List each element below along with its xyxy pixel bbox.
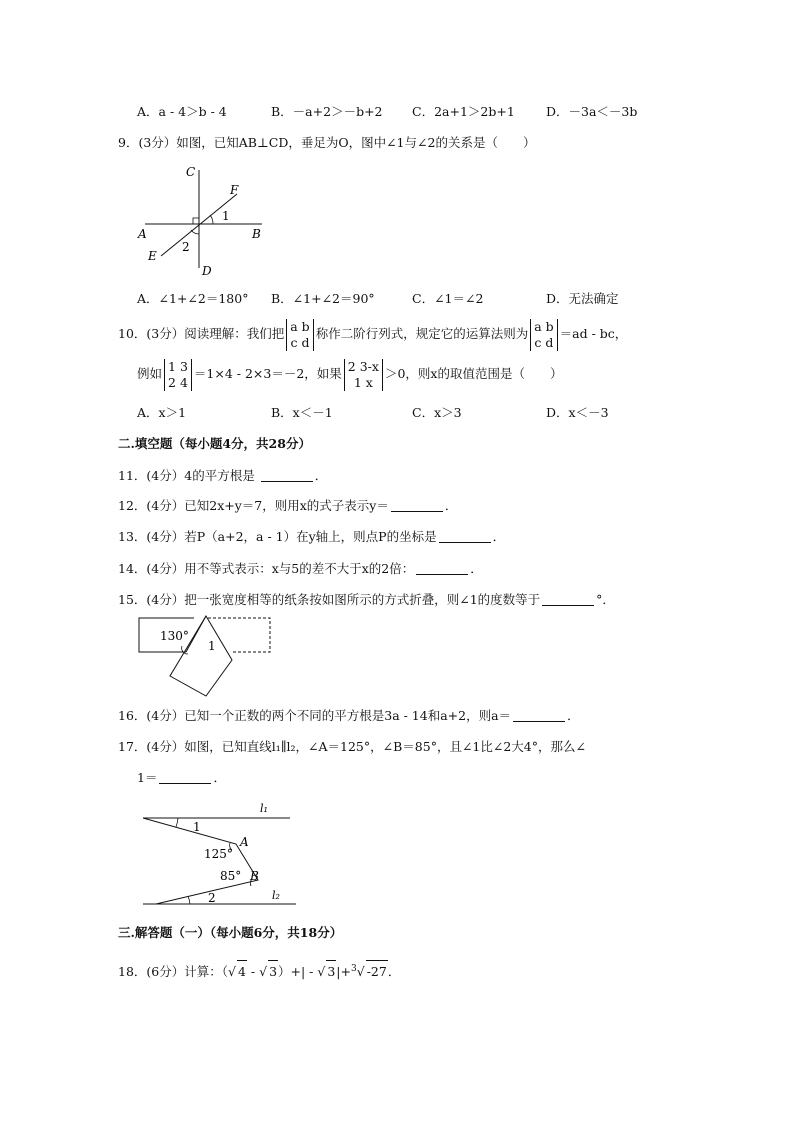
q10-example-c: ＞0，则x的取值范围是（ ） — [384, 366, 563, 381]
q17-label-l2: l₂ — [272, 889, 280, 902]
section-2-heading: 二.填空题（每小题4分，共28分） — [118, 436, 311, 451]
q9-stem: 9．(3分）如图，已知AB⊥CD，垂足为O，图中∠1与∠2的关系是（ ） — [118, 135, 536, 150]
q8-option-b: B．－a+2＞－b+2 — [271, 104, 383, 119]
q10-example-b: ＝1×4 - 2×3＝－2，如果 — [193, 366, 342, 381]
q10-example-a: 例如 — [137, 366, 163, 381]
q13-blank — [439, 530, 491, 543]
q10-stem-a: 10．(3分）阅读理解：我们把 — [118, 326, 285, 341]
q17-label-125: 125° — [204, 847, 233, 861]
q10-stem-c: ＝ad - bc， — [559, 326, 628, 341]
q10-det-4: 2 3-x 1 x — [344, 359, 383, 391]
q18: 18．(6分）计算：（√ 4 - √ 3）+| - √ 3|+$^3$√ -27． — [118, 958, 400, 983]
q15-angle-label: 130° — [160, 629, 189, 643]
q18-sqrt-3a: 3 — [268, 960, 278, 983]
q14: 14．(4分）用不等式表示：x与5的差不大于x的2倍： ． — [118, 561, 483, 576]
q9-label-b: B — [252, 227, 261, 241]
q8-option-a: A．a - 4＞b - 4 — [137, 104, 227, 119]
q9-label-a: A — [138, 227, 147, 241]
q9-option-b: B．∠1+∠2＝90° — [271, 291, 375, 306]
q9-figure — [130, 158, 270, 280]
q11: 11．(4分）4的平方根是 ． — [118, 468, 328, 483]
q9-label-f: F — [230, 183, 239, 197]
q10-stem-b: 称作二阶行列式，规定它的运算法则为 — [315, 326, 529, 341]
q18-cbrt-index: 3 — [350, 964, 357, 974]
q11-blank — [261, 469, 313, 482]
q17-label-l1: l₁ — [260, 802, 268, 815]
q17-label-85: 85° — [220, 869, 242, 883]
q10-example — [137, 357, 562, 391]
section-3-heading: 三.解答题（一）（每小题6分，共18分） — [118, 925, 343, 940]
q17-label-2: 2 — [208, 891, 216, 905]
q10-option-d: D．x＜－3 — [546, 405, 609, 420]
q9-label-2: 2 — [182, 240, 190, 254]
q18-cbrt-neg27: -27 — [366, 960, 388, 983]
q15: 15．(4分）把一张宽度相等的纸条按如图所示的方式折叠，则∠1的度数等于 °． — [118, 592, 615, 607]
q16: 16．(4分）已知一个正数的两个不同的平方根是3a - 14和a+2，则a＝ ． — [118, 708, 580, 723]
q9-option-d: D．无法确定 — [546, 291, 619, 306]
q9-label-c: C — [186, 165, 196, 179]
q10-det-2: a b c d — [530, 319, 557, 351]
q17-blank — [159, 771, 211, 784]
q8-option-d: D．－3a＜－3b — [546, 104, 638, 119]
q15-figure — [136, 614, 276, 700]
q10-option-b: B．x＜－1 — [271, 405, 333, 420]
q17-label-a: A — [240, 835, 249, 849]
q18-sqrt-4: 4 — [237, 960, 247, 983]
q9-label-1: 1 — [222, 209, 230, 223]
q14-blank — [416, 562, 468, 575]
q10-det-3: 1 3 2 4 — [164, 359, 192, 391]
q9-option-a: A．∠1+∠2＝180° — [137, 291, 249, 306]
q10-option-a: A．x＞1 — [137, 405, 187, 420]
q12: 12．(4分）已知2x+y＝7，则用x的式子表示y＝ ． — [118, 498, 458, 513]
q9-label-e: E — [148, 249, 157, 263]
q17-label-1: 1 — [193, 820, 201, 834]
q8-option-c: C．2a+1＞2b+1 — [412, 104, 515, 119]
q13: 13．(4分）若P（a+2，a - 1）在y轴上，则点P的坐标是 ． — [118, 529, 506, 544]
q9-option-c: C．∠1＝∠2 — [412, 291, 484, 306]
q16-blank — [513, 709, 565, 722]
q10-det-1: a b c d — [286, 319, 313, 351]
q17-line-2: 1＝ ． — [137, 770, 226, 785]
q18-sqrt-3b: 3 — [326, 960, 336, 983]
q12-blank — [391, 499, 443, 512]
q17-label-b: B — [250, 869, 259, 883]
q15-angle-1: 1 — [208, 639, 216, 653]
q10-stem — [118, 317, 627, 351]
q15-blank — [542, 593, 594, 606]
q9-label-d: D — [202, 264, 212, 278]
q17-line-1: 17．(4分）如图，已知直线l₁∥l₂，∠A＝125°，∠B＝85°，且∠1比∠2大4°，那么∠ — [118, 739, 586, 754]
q17-figure — [138, 800, 300, 908]
q10-option-c: C．x＞3 — [412, 405, 462, 420]
